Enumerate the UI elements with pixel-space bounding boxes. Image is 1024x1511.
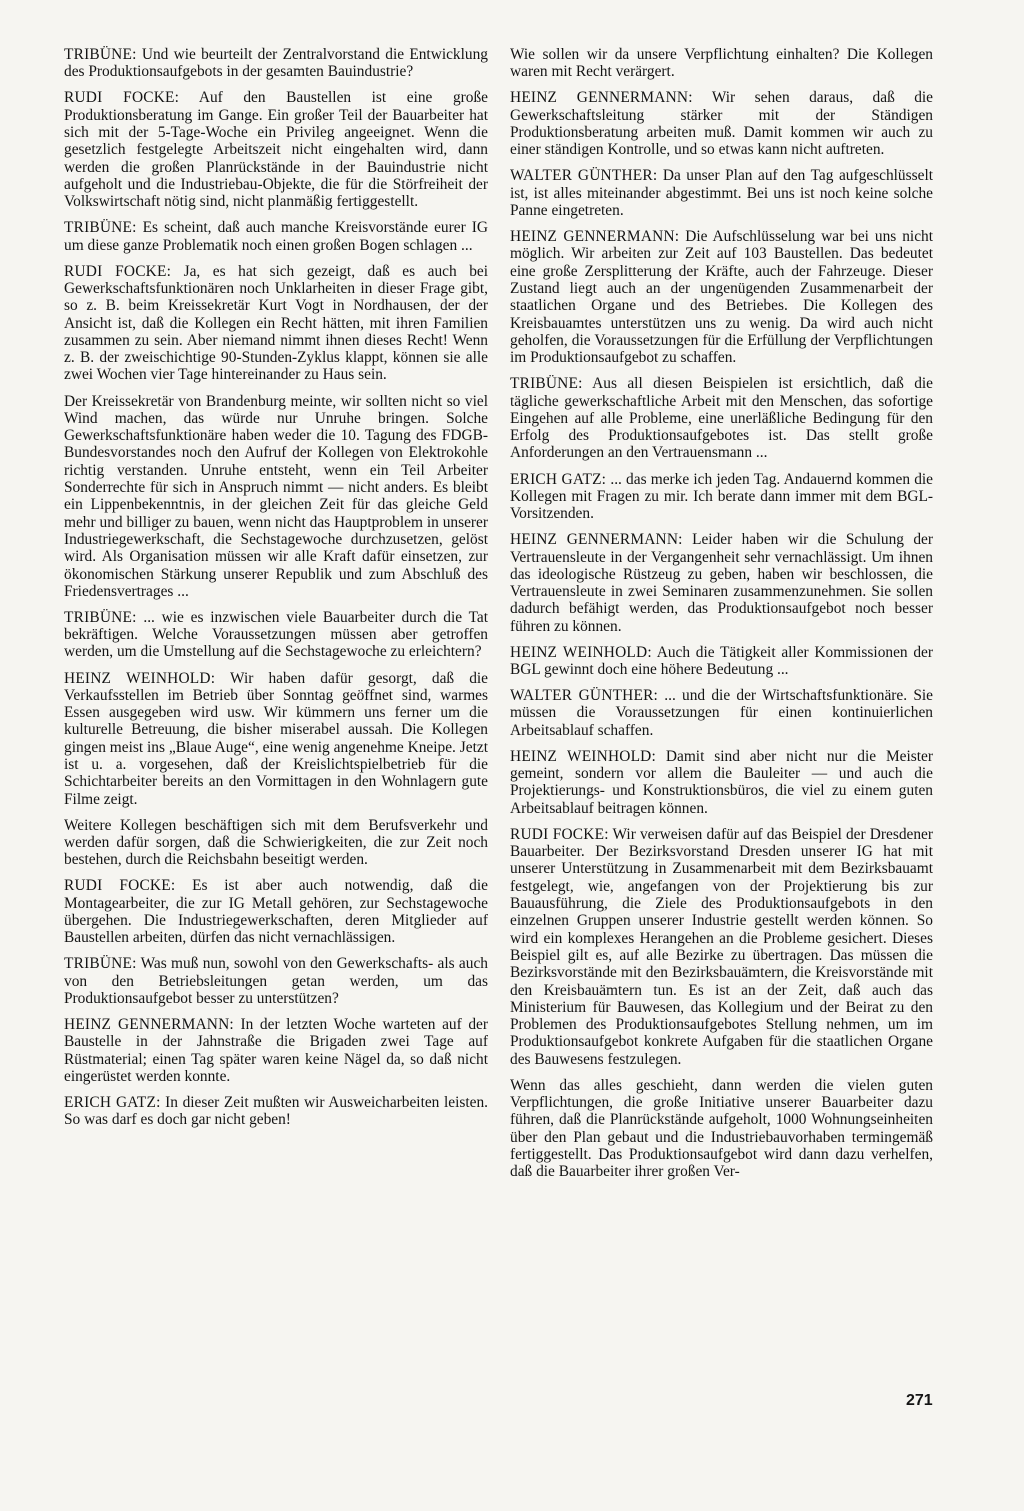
speaker-name: RUDI FOCKE: [64,877,176,895]
paragraph [510,826,933,1068]
paragraph-text: Wir haben dafür gesorgt, daß die Verkaufsstellen im Betrieb über Sonntag geöffnet sind, warmes Essen ausgegeben wird usw. Wir kümmern uns ferner um die kulturelle Betreuung, die bisher miserabel aussah. Die Kollegen gingen meist ins „Blaue Auge“, eine wenig angenehme Kneipe. Jetzt ist u. a. vorgesehen, daß der Kreislichtspielbetrieb für die Schichtarbeiter bereits an den Vormittagen in den Wohnlagern gute Filme zeigt. [64,669,489,808]
paragraph-text: Damit sind aber nicht nur die Meister gemeint, sondern vor allem die Bauleiter — und auch die Projektierungs- und Konstruktionsbüros, die viel zu einem guten Arbeitsablauf beitragen können. [510,747,933,817]
speaker-name: HEINZ WEINHOLD: [510,643,652,661]
paragraph-text: Wenn das alles geschieht, dann werden die vielen guten Verpflichtungen, die große Initiative unserer Bauarbeiter dazu führen, daß die Planrückstände aufgeholt, 1000 Wohnungseinheiten über den Plan gebaut und die Industriebauvorhaben termingemäß fertiggestellt. Das Produktionsaufgebot wird dann dazu verhelfen, daß die Bauarbeiter ihrer großen Ver- [510,1076,933,1181]
speaker-name: TRIBÜNE: [64,608,137,626]
speaker-name: HEINZ GENNERMANN: [510,89,693,107]
page-number: 271 [906,1392,933,1409]
paragraph-text: Auch die Tätigkeit aller Kommissionen der BGL gewinnt doch eine höhere Bedeutung ... [510,643,933,679]
paragraph [64,877,488,946]
speaker-name: ERICH GATZ: [64,1094,161,1112]
speaker-name: TRIBÜNE: [64,46,137,63]
paragraph-text: Der Kreissekretär von Brandenburg meinte, wir sollten nicht so viel Wind machen, das würde nur Unruhe bringen. Solche Gewerkschaftsfunktionäre haben weder die 10. Tagung des FDGB-Bundesvorstandes noch den Aufruf der Kollegen von Elektrokohle richtig verstanden. Unruhe entsteht, wenn ein Teil Arbeiter Sonderrechte für sich in Anspruch nimmt — nicht anders. Es bleibt ein Lippenbekenntnis, in der gleichen Zeit für das gleiche Geld mehr und billiger zu bauen, wenn nicht das Hauptproblem in unserer Industriegewerkschaft, die Sechstagewoche durchzusetzen, gelöst wird. Als Organisation müssen wir alle Kraft dafür einsetzen, zur ökonomischen Stärkung unserer Republik und zum Abschluß des Friedensvertrages ... [64,392,488,600]
paragraph-text: Was muß nun, sowohl von den Gewerkschafts- als auch von den Betriebsleitungen getan werden, um das Produktionsaufgebot besser zu unterstützen? [64,955,488,1008]
paragraph [510,644,933,679]
paragraph-text: Und wie beurteilt der Zentralvorstand die Entwicklung des Produktionsaufgebots in der gesamten Bauindustrie? [64,46,488,81]
paragraph-text: Es scheint, daß auch manche Kreisvorstände eurer IG um diese ganze Problematik noch einen großen Bogen schlagen ... [64,219,488,254]
paragraph [64,219,488,254]
paragraph-text: Da unser Plan auf den Tag aufgeschlüsselt ist, ist alles miteinander abgestimmt. Bei uns ist noch keine solche Panne eingetreten. [510,167,933,219]
paragraph [64,1094,488,1129]
paragraph-text: Aus all diesen Beispielen ist ersichtlich, daß die tägliche gewerkschaftliche Arbeit mit den Menschen, das sofortige Eingehen auf alle Probleme, eine unerläßliche Bedingung für den Erfolg des Produktionsaufgebotes ist. Das stellt große Anforderungen an den Vertrauensmann ... [510,375,933,462]
paragraph [64,609,488,661]
paragraph [510,46,933,81]
paragraph [510,471,933,523]
speaker-name: TRIBÜNE: [64,219,137,237]
paragraph [64,263,488,384]
speaker-name: ERICH GATZ: [510,470,607,488]
paragraph-text: Weitere Kollegen beschäftigen sich mit dem Berufsverkehr und werden dafür sorgen, daß die Schwierigkeiten, die zur Zeit noch bestehen, durch die Reichsbahn beseitigt werden. [64,816,488,869]
paragraph [64,955,488,1007]
paragraph [64,817,488,869]
speaker-name: RUDI FOCKE: [510,825,609,843]
left-column [64,46,488,1137]
speaker-name: WALTER GÜNTHER: [510,687,659,705]
paragraph [510,167,933,219]
paragraph-text: In der letzten Woche warteten auf der Baustelle in der Jahnstraße die Brigaden zwei Tage auf Rüstmaterial; einen Tag später waren keine Nägel da, so daß nicht eingerüstet werden konnte. [64,1016,488,1085]
paragraph-text: Leider haben wir die Schulung der Vertrauensleute in der Vergangenheit sehr vernachlässigt. Um ihnen das ideologische Rüstzeug zu geben, haben wir beschlossen, die Vertrauensleute in zwei Seminaren zusammenzunehmen. Sie sollen dadurch befähigt werden, das Produktionsaufgebot noch besser führen zu können. [510,531,934,635]
paragraph-text: In dieser Zeit mußten wir Ausweicharbeiten leisten. So was darf es doch gar nicht geben! [64,1094,488,1129]
speaker-name: HEINZ GENNERMANN: [510,228,680,246]
speaker-name: RUDI FOCKE: [64,262,172,280]
speaker-name: HEINZ GENNERMANN: [64,1016,234,1034]
paragraph-text: ... wie es inzwischen viele Bauarbeiter durch die Tat bekräftigen. Welche Voraussetzungen müssen aber getroffen werden, um die Umstellung auf die Sechstagewoche zu erleichtern? [64,608,489,661]
paragraph-text: Die Aufschlüsselung war bei uns nicht möglich. Wir arbeiten zur Zeit auf 103 Baustellen. Das bedeutet eine große Zersplitterung der Kräfte, auch der Fahrzeuge. Dieser Zustand liegt auch an der ungenügenden Zusammenarbeit der staatlichen Organe und des Betriebes. Die Kollegen des Kreisbauamtes unterstützen uns zu wenig. Da wird auch nicht geholfen, die Voraussetzungen für die Erfüllung der Verpflichtungen im Produktionsaufgebot zu schaffen. [510,228,933,367]
paragraph [64,1016,488,1085]
paragraph [64,89,488,210]
speaker-name: TRIBÜNE: [510,375,583,393]
speaker-name: WALTER GÜNTHER: [510,167,658,185]
paragraph [64,393,488,601]
paragraph [64,46,488,81]
paragraph-text: Wir verweisen dafür auf das Beispiel der Dresdener Bauarbeiter. Der Bezirksvorstand Dresden unserer IG hat mit unserer Unterstützung in Zusammenarbeit mit dem Bezirksbauamt festgelegt, wie, angefangen von der Projektierung bis zur Bauausführung, die Ziele des Produktionsaufgebots in den einzelnen Gruppen unserer Industrie gestellt werden können. So wird ein komplexes Herangehen an die Probleme gesichert. Dieses Beispiel gilt es, auf alle Bezirke zu übertragen. Das müssen die Bezirksvorstände mit den Bezirksbauämtern, die Kreisvorstände mit den Kreisbauämtern tun. Es ist an der Zeit, daß auch das Ministerium für Bauwesen, das Kollegium und der Beirat zu den Problemen des Produktionsaufgebotes Stellung nehmen, um im Produktionsaufgebot konkrete Aufgaben für die staatlichen Organe des Bauwesens festzulegen. [510,825,933,1068]
paragraph [510,375,933,461]
paragraph-text: ... das merke ich jeden Tag. Andauernd kommen die Kollegen mit Fragen zu mir. Ich berate dann immer mit dem BGL-Vorsitzenden. [510,470,933,523]
speaker-name: HEINZ WEINHOLD: [510,747,656,765]
paragraph [510,687,933,739]
paragraph [510,531,933,635]
paragraph [510,228,933,366]
paragraph-text: Wie sollen wir da unsere Verpflichtung einhalten? Die Kollegen waren mit Recht verärgert. [510,46,933,81]
speaker-name: TRIBÜNE: [64,955,137,973]
speaker-name: HEINZ WEINHOLD: [64,669,216,687]
speaker-name: RUDI FOCKE: [64,89,180,107]
paragraph [510,89,933,158]
speaker-name: HEINZ GENNERMANN: [510,531,683,549]
paragraph-text: Auf den Baustellen ist eine große Produktionsberatung im Gange. Ein großer Teil der Bauarbeiter hat sich mit der 5-Tage-Woche ein Privileg angeeignet. Wenn die gesetzlich festgelegte Arbeitszeit nicht eingehalten wird, dann werden die großen Planrückstände in der Bauindustrie nicht aufgeholt und die Industriebau-Objekte, die für die Störfreiheit der Volkswirtschaft nötig sind, nicht planmäßig fertiggestellt. [64,89,488,211]
paragraph-text: Ja, es hat sich gezeigt, daß es auch bei Gewerkschaftsfunktionären noch Unklarheiten in dieser Frage gibt, so z. B. beim Kreissekretär Kurt Vogt in Nordhausen, der der Ansicht ist, daß die Kollegen ein Recht hätten, mit ihren Familien zusammen zu sein. Aber niemand nimmt ihnen dieses Recht! Wenn z. B. der zweischichtige 90-Stunden-Zyklus klappt, können sie alle zwei Wochen vier Tage hintereinander zu Haus sein. [64,262,489,384]
paragraph [510,1077,933,1181]
paragraph-text: Es ist aber auch notwendig, daß die Montagearbeiter, die zur IG Metall gehören, zur Sechstagewoche übergehen. Die Industriegewerkschaften, deren Mitglieder auf Baustellen arbeiten, dürfen das nicht vernachlässigen. [64,877,488,947]
paragraph-text: ... und die der Wirtschaftsfunktionäre. Sie müssen die Voraussetzungen für einen kontinuierlichen Arbeitsablauf schaffen. [510,687,933,739]
paragraph [510,748,933,817]
right-column [510,46,933,1189]
paragraph-text: Wir sehen daraus, daß die Gewerkschaftsleitung stärker mit der Ständigen Produktionsberatung arbeiten muß. Damit kommen wir auch zu einer ständigen Kontrolle, und so etwas kann nicht auftreten. [510,89,933,159]
paragraph [64,670,488,808]
